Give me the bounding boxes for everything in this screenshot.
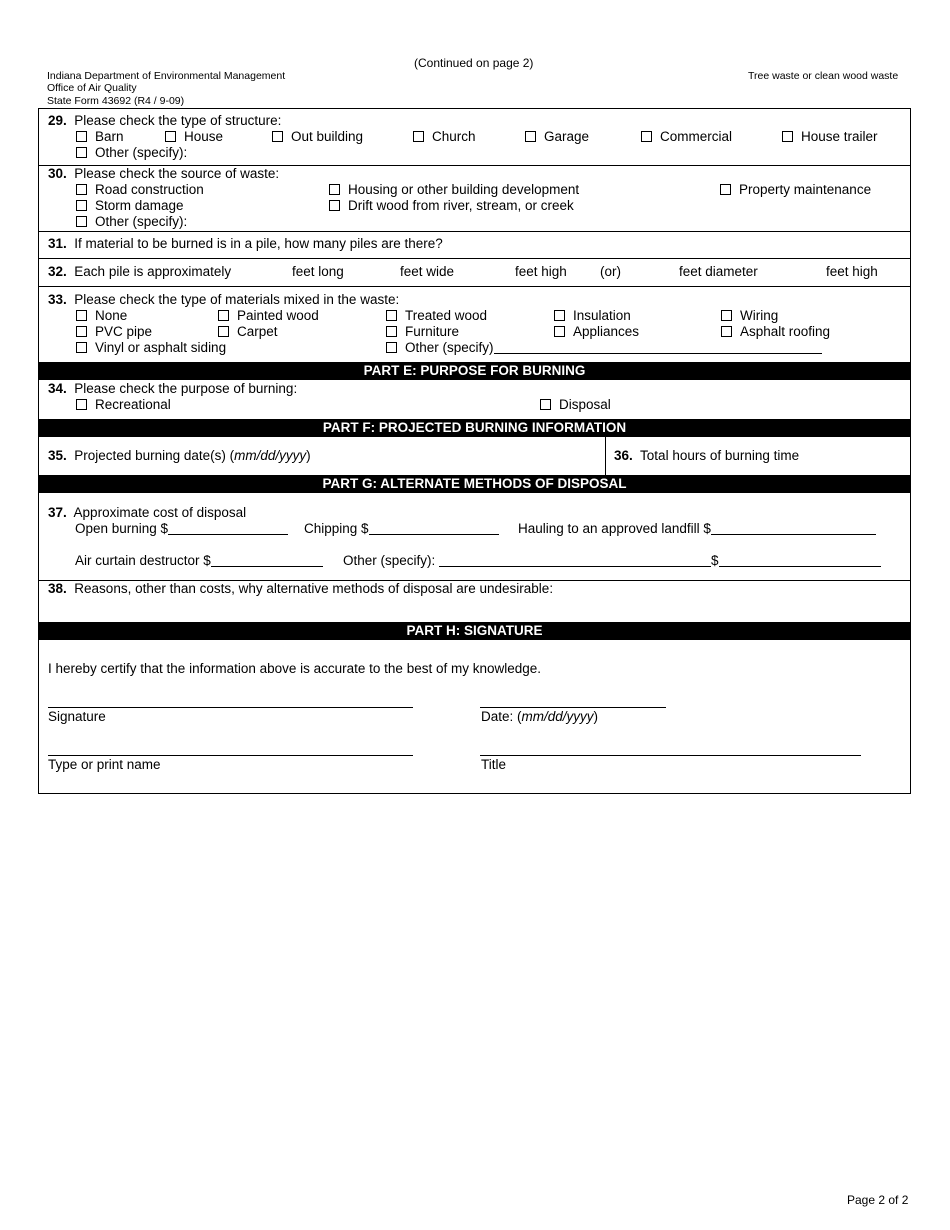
checkbox-icon[interactable] — [76, 147, 87, 158]
date-line[interactable] — [480, 707, 666, 708]
print-name-line[interactable] — [48, 755, 413, 756]
q33-option-carpet[interactable]: Carpet — [218, 324, 278, 339]
q34-option-disposal[interactable]: Disposal — [540, 397, 611, 412]
q33-option-treated-wood[interactable]: Treated wood — [386, 308, 487, 323]
q37-open-burning: Open burning $ — [75, 521, 288, 536]
checkbox-icon[interactable] — [165, 131, 176, 142]
open-burning-field[interactable] — [168, 521, 288, 535]
q33-question: 33. Please check the type of materials mixed in the waste: — [48, 292, 400, 307]
q30-option-road-construction[interactable]: Road construction — [76, 182, 204, 197]
checkbox-icon[interactable] — [525, 131, 536, 142]
q35-question: 35. Projected burning date(s) (mm/dd/yyyy) — [48, 448, 311, 463]
date-label: Date: (mm/dd/yyyy) — [481, 709, 599, 724]
checkbox-icon[interactable] — [386, 310, 397, 321]
q30-question: 30. Please check the source of waste: — [48, 166, 280, 181]
checkbox-icon[interactable] — [272, 131, 283, 142]
q33-other-field[interactable] — [494, 340, 822, 354]
q32-feet-high: feet high — [515, 264, 567, 279]
q30-option-property-maintenance[interactable]: Property maintenance — [720, 182, 871, 197]
form-id: State Form 43692 (R4 / 9-09) — [47, 95, 185, 107]
q33-option-wiring[interactable]: Wiring — [721, 308, 778, 323]
agency-name: Indiana Department of Environmental Management — [47, 70, 286, 82]
q29-option-out-building[interactable]: Out building — [272, 129, 363, 144]
office-name: Office of Air Quality — [47, 82, 137, 94]
checkbox-icon[interactable] — [386, 342, 397, 353]
chipping-field[interactable] — [369, 521, 499, 535]
q29-option-barn[interactable]: Barn — [76, 129, 124, 144]
checkbox-icon[interactable] — [329, 184, 340, 195]
q33-option-insulation[interactable]: Insulation — [554, 308, 631, 323]
checkbox-icon[interactable] — [76, 310, 87, 321]
checkbox-icon[interactable] — [554, 310, 565, 321]
part-h-header: PART H: SIGNATURE — [39, 622, 910, 640]
q37-question: 37. Approximate cost of disposal — [48, 505, 247, 520]
q32-or: (or) — [600, 264, 621, 279]
q37-hauling: Hauling to an approved landfill $ — [518, 521, 876, 536]
checkbox-icon[interactable] — [720, 184, 731, 195]
form-title: Tree waste or clean wood waste — [748, 70, 899, 82]
hauling-field[interactable] — [711, 521, 876, 535]
q33-option-vinyl-siding[interactable]: Vinyl or asphalt siding — [76, 340, 226, 355]
checkbox-icon[interactable] — [76, 200, 87, 211]
checkbox-icon[interactable] — [76, 131, 87, 142]
signature-line[interactable] — [48, 707, 413, 708]
q30-option-housing[interactable]: Housing or other building development — [329, 182, 579, 197]
q32-feet-high-2: feet high — [826, 264, 878, 279]
checkbox-icon[interactable] — [540, 399, 551, 410]
q31-question: 31. If material to be burned is in a pile, how many piles are there? — [48, 236, 443, 251]
q33-option-other[interactable]: Other (specify) — [386, 340, 822, 355]
continued-note: (Continued on page 2) — [414, 56, 534, 70]
print-name-label: Type or print name — [48, 757, 161, 772]
checkbox-icon[interactable] — [218, 310, 229, 321]
q34-question: 34. Please check the purpose of burning: — [48, 381, 298, 396]
q33-option-asphalt-roofing[interactable]: Asphalt roofing — [721, 324, 830, 339]
checkbox-icon[interactable] — [641, 131, 652, 142]
certify-statement: I hereby certify that the information above is accurate to the best of my knowledge. — [48, 661, 542, 676]
other-cost-field[interactable] — [719, 553, 881, 567]
q29-option-other[interactable]: Other (specify): — [76, 145, 187, 160]
other-method-field[interactable] — [439, 553, 711, 567]
checkbox-icon[interactable] — [782, 131, 793, 142]
q30-option-other[interactable]: Other (specify): — [76, 214, 187, 229]
part-e-header: PART E: PURPOSE FOR BURNING — [39, 362, 910, 380]
title-line[interactable] — [480, 755, 861, 756]
checkbox-icon[interactable] — [721, 326, 732, 337]
checkbox-icon[interactable] — [386, 326, 397, 337]
checkbox-icon[interactable] — [721, 310, 732, 321]
checkbox-icon[interactable] — [76, 326, 87, 337]
q29-option-commercial[interactable]: Commercial — [641, 129, 732, 144]
q33-option-painted-wood[interactable]: Painted wood — [218, 308, 319, 323]
q29-option-church[interactable]: Church — [413, 129, 476, 144]
checkbox-icon[interactable] — [329, 200, 340, 211]
checkbox-icon[interactable] — [554, 326, 565, 337]
q32-feet-wide: feet wide — [400, 264, 455, 279]
q32-question: 32. Each pile is approximately — [48, 264, 232, 279]
part-f-header: PART F: PROJECTED BURNING INFORMATION — [39, 419, 910, 437]
checkbox-icon[interactable] — [76, 399, 87, 410]
q38-question: 38. Reasons, other than costs, why alternative methods of disposal are undesirable: — [48, 581, 554, 596]
q33-option-appliances[interactable]: Appliances — [554, 324, 639, 339]
q29-question: 29. Please check the type of structure: — [48, 113, 282, 128]
part-g-header: PART G: ALTERNATE METHODS OF DISPOSAL — [39, 475, 910, 493]
q30-option-storm-damage[interactable]: Storm damage — [76, 198, 184, 213]
checkbox-icon[interactable] — [76, 342, 87, 353]
q37-other: Other (specify): $ — [343, 553, 881, 568]
q32-feet-diameter: feet diameter — [679, 264, 758, 279]
q33-option-furniture[interactable]: Furniture — [386, 324, 459, 339]
q36-question: 36. Total hours of burning time — [614, 448, 800, 463]
q29-option-house[interactable]: House — [165, 129, 223, 144]
page-number: Page 2 of 2 — [847, 1193, 909, 1207]
q37-air-curtain: Air curtain destructor $ — [75, 553, 323, 568]
q33-option-pvc-pipe[interactable]: PVC pipe — [76, 324, 152, 339]
form-body — [38, 108, 911, 794]
q29-option-house-trailer[interactable]: House trailer — [782, 129, 878, 144]
q30-option-drift-wood[interactable]: Drift wood from river, stream, or creek — [329, 198, 574, 213]
signature-label: Signature — [48, 709, 106, 724]
checkbox-icon[interactable] — [76, 184, 87, 195]
air-curtain-field[interactable] — [211, 553, 323, 567]
checkbox-icon[interactable] — [218, 326, 229, 337]
q32-feet-long: feet long — [292, 264, 344, 279]
q34-option-recreational[interactable]: Recreational — [76, 397, 171, 412]
q33-option-none[interactable]: None — [76, 308, 127, 323]
checkbox-icon[interactable] — [76, 216, 87, 227]
title-label: Title — [481, 757, 507, 772]
q37-chipping: Chipping $ — [304, 521, 499, 536]
q29-option-garage[interactable]: Garage — [525, 129, 589, 144]
checkbox-icon[interactable] — [413, 131, 424, 142]
